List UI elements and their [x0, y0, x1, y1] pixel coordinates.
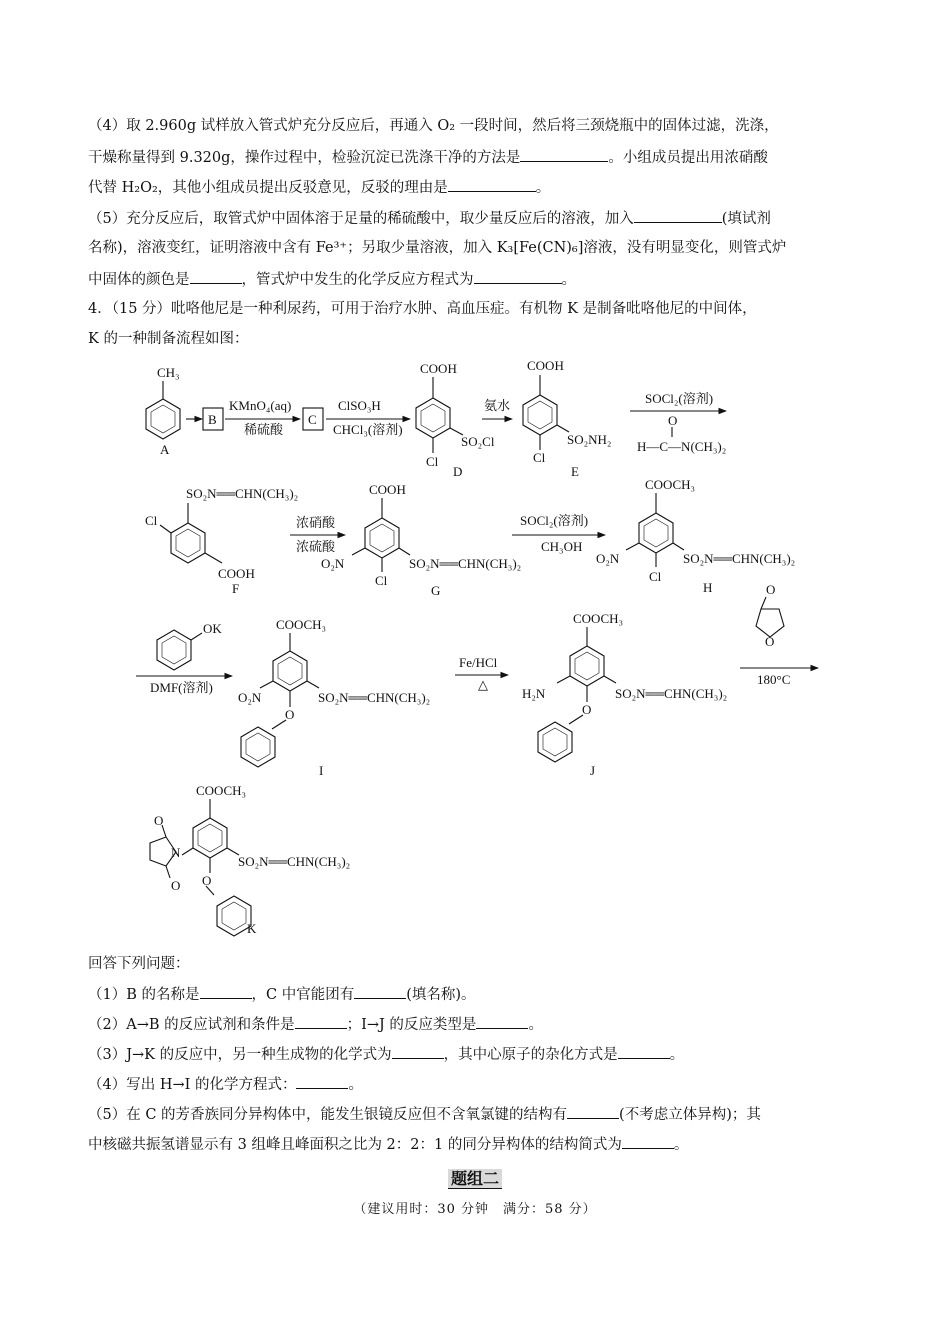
q4-intro-line1: 4．（15 分）吡咯他尼是一种利尿药，可用于治疗水肿、高血压症。有机物 K 是制备吡咯他尼的中间体， — [88, 301, 757, 317]
cl-label: Cl — [649, 569, 662, 584]
reagent-fe-hcl: Fe/HCl — [459, 655, 498, 670]
compound-j — [538, 627, 616, 762]
reagent-hno3: 浓硝酸 — [296, 515, 336, 530]
subq-1: （1）B 的名称是 ，C 中官能团有 (填名称)。 — [88, 984, 476, 1005]
q3-p5-line2: 名称)，溶液变红，证明溶液中含有 Fe³⁺；另取少量溶液，加入 K₃[Fe(CN)₆]溶液，没有明显变化，则管式炉 — [88, 240, 787, 256]
answer-blank[interactable] — [618, 1044, 670, 1059]
answer-blank[interactable] — [474, 269, 562, 284]
ok-label: OK — [203, 621, 222, 636]
label-a: A — [160, 442, 170, 457]
ether-o-label: O — [285, 707, 295, 722]
reagent-methanol: CH₃OH — [541, 539, 583, 554]
cooh-label: COOH — [420, 361, 457, 376]
cooch3-label: COOCH₃ — [196, 783, 247, 798]
label-k: K — [247, 921, 257, 936]
imide-o-label: O — [171, 878, 181, 893]
compound-a — [146, 381, 180, 439]
reagent-ammonia: 氨水 — [484, 398, 511, 413]
o2n-label: O₂N — [238, 690, 262, 705]
label-g: G — [431, 583, 441, 598]
q3-p4-line3: 代替 H₂O₂，其他小组成员提出反驳意见，反驳的理由是 。 — [88, 177, 550, 198]
group2-subtitle: （建议用时：30 分钟 满分：58 分） — [353, 1202, 597, 1217]
o2n-label: O₂N — [596, 551, 620, 566]
succinic-anhydride — [756, 597, 795, 637]
answer-blank[interactable] — [354, 984, 406, 999]
label-h: H — [703, 580, 713, 595]
cooch3-label: COOCH₃ — [276, 617, 327, 632]
ether-o-label: O — [582, 702, 592, 717]
answer-blank[interactable] — [520, 147, 608, 162]
amidine-label: SO₂N══CHN(CH₃)₂ — [238, 854, 351, 869]
q3-p5-line1: （5）充分反应后，取管式炉中固体溶于足量的稀硫酸中，取少量反应后的溶液，加入 (填试剂 — [88, 208, 771, 229]
so2cl-label: SO₂Cl — [461, 434, 495, 449]
amidine-label: SO₂N══CHN(CH₃)₂ — [683, 551, 796, 566]
reagent-chcl3: CHCl₃(溶剂) — [333, 422, 403, 437]
potassium-phenoxide — [157, 630, 202, 670]
so2nh2-label: SO₂NH₂ — [567, 432, 612, 447]
reagent-kmno4: KMnO₄(aq) — [229, 398, 292, 413]
cl-label: Cl — [375, 573, 388, 588]
reagent-socl2: SOCl₂(溶剂) — [645, 391, 714, 406]
dmf-formula: H—C—N(CH₃)₂ — [637, 439, 727, 454]
reagent-socl2-2: SOCl₂(溶剂) — [520, 513, 589, 528]
o2n-label: O₂N — [321, 556, 345, 571]
dmf-oxygen: O — [668, 413, 678, 428]
label-f: F — [232, 581, 240, 596]
label-i: I — [319, 763, 324, 778]
reagent-temperature: 180°C — [757, 672, 791, 687]
cl-label: Cl — [533, 450, 546, 465]
subq-3: （3）J→K 的反应中，另一种生成物的化学式为 ，其中心原子的杂化方式是 。 — [88, 1044, 684, 1065]
anhydride-o-label: O — [765, 634, 775, 649]
compound-h — [626, 493, 684, 567]
h2n-label: H₂N — [522, 686, 546, 701]
answer-blank[interactable] — [392, 1044, 444, 1059]
answer-blank[interactable] — [190, 269, 242, 284]
compound-f — [160, 503, 222, 563]
answer-blank[interactable] — [634, 208, 722, 223]
cooh-label: COOH — [369, 482, 406, 497]
answer-blank[interactable] — [448, 177, 536, 192]
imide-o-label: O — [154, 813, 164, 828]
q3-p5-line3: 中固体的颜色是 ，管式炉中发生的化学反应方程式为 。 — [88, 269, 576, 290]
anhydride-o-label: O — [766, 582, 776, 597]
answer-intro: 回答下列问题： — [88, 956, 190, 972]
answer-blank[interactable] — [200, 984, 252, 999]
q3-p4-line1: （4）取 2.960g 试样放入管式炉充分反应后，再通入 O₂ 一段时间，然后将三颈烧瓶中的固体过滤，洗涤， — [88, 118, 779, 134]
q3-p4-line2: 干燥称量得到 9.320g，操作过程中，检验沉淀已洗涤干净的方法是 。小组成员提出用浓硝酸 — [88, 147, 768, 168]
cooch3-label: COOCH₃ — [645, 477, 696, 492]
label-b: B — [208, 412, 217, 427]
reagent-clso3h: ClSO₃H — [338, 398, 381, 413]
answer-blank[interactable] — [295, 1014, 347, 1029]
compound-d — [416, 377, 463, 453]
subq-5-line2: 中核磁共振氢谱显示有 3 组峰且峰面积之比为 2：2：1 的同分异构体的结构简式为 。 — [88, 1134, 688, 1155]
cl-label: Cl — [426, 454, 439, 469]
q4-intro-line2: K 的一种制备流程如图： — [88, 331, 249, 347]
synthesis-scheme — [0, 355, 950, 945]
reagent-h2so4-dilute: 稀硫酸 — [244, 422, 284, 437]
reagent-heat: △ — [478, 677, 488, 692]
amidine-label: SO₂N══CHN(CH₃)₂ — [186, 486, 299, 501]
imide-n-label: N — [171, 845, 181, 860]
label-e: E — [571, 464, 579, 479]
ether-o-label: O — [202, 873, 212, 888]
amidine-label: SO₂N══CHN(CH₃)₂ — [318, 690, 431, 705]
answer-blank[interactable] — [476, 1014, 528, 1029]
cooch3-label: COOCH₃ — [573, 611, 624, 626]
group2-title: 题组二 — [0, 1166, 950, 1189]
subq-5-line1: （5）在 C 的芳香族同分异构体中，能发生银镜反应但不含氧氯键的结构有 (不考虑立体异构)；其 — [88, 1104, 761, 1125]
reagent-dmf: DMF(溶剂) — [150, 680, 213, 695]
compound-e — [523, 375, 569, 450]
label-c: C — [308, 412, 317, 427]
cooh-label: COOH — [218, 566, 255, 581]
amidine-label: SO₂N══CHN(CH₃)₂ — [615, 686, 728, 701]
ch3-label: CH₃ — [157, 365, 180, 380]
cooh-label: COOH — [527, 358, 564, 373]
label-d: D — [453, 464, 463, 479]
answer-blank[interactable] — [567, 1104, 619, 1119]
answer-blank[interactable] — [622, 1134, 674, 1149]
subq-4: （4）写出 H→I 的化学方程式： 。 — [88, 1074, 363, 1095]
reagent-h2so4-conc: 浓硫酸 — [296, 539, 336, 554]
compound-g — [352, 498, 410, 572]
amidine-label: SO₂N══CHN(CH₃)₂ — [409, 556, 522, 571]
label-j: J — [590, 763, 596, 778]
compound-k — [150, 799, 251, 936]
subq-2: （2）A→B 的反应试剂和条件是 ；I→J 的反应类型是 。 — [88, 1014, 543, 1035]
cl-label: Cl — [145, 513, 158, 528]
answer-blank[interactable] — [296, 1074, 348, 1089]
